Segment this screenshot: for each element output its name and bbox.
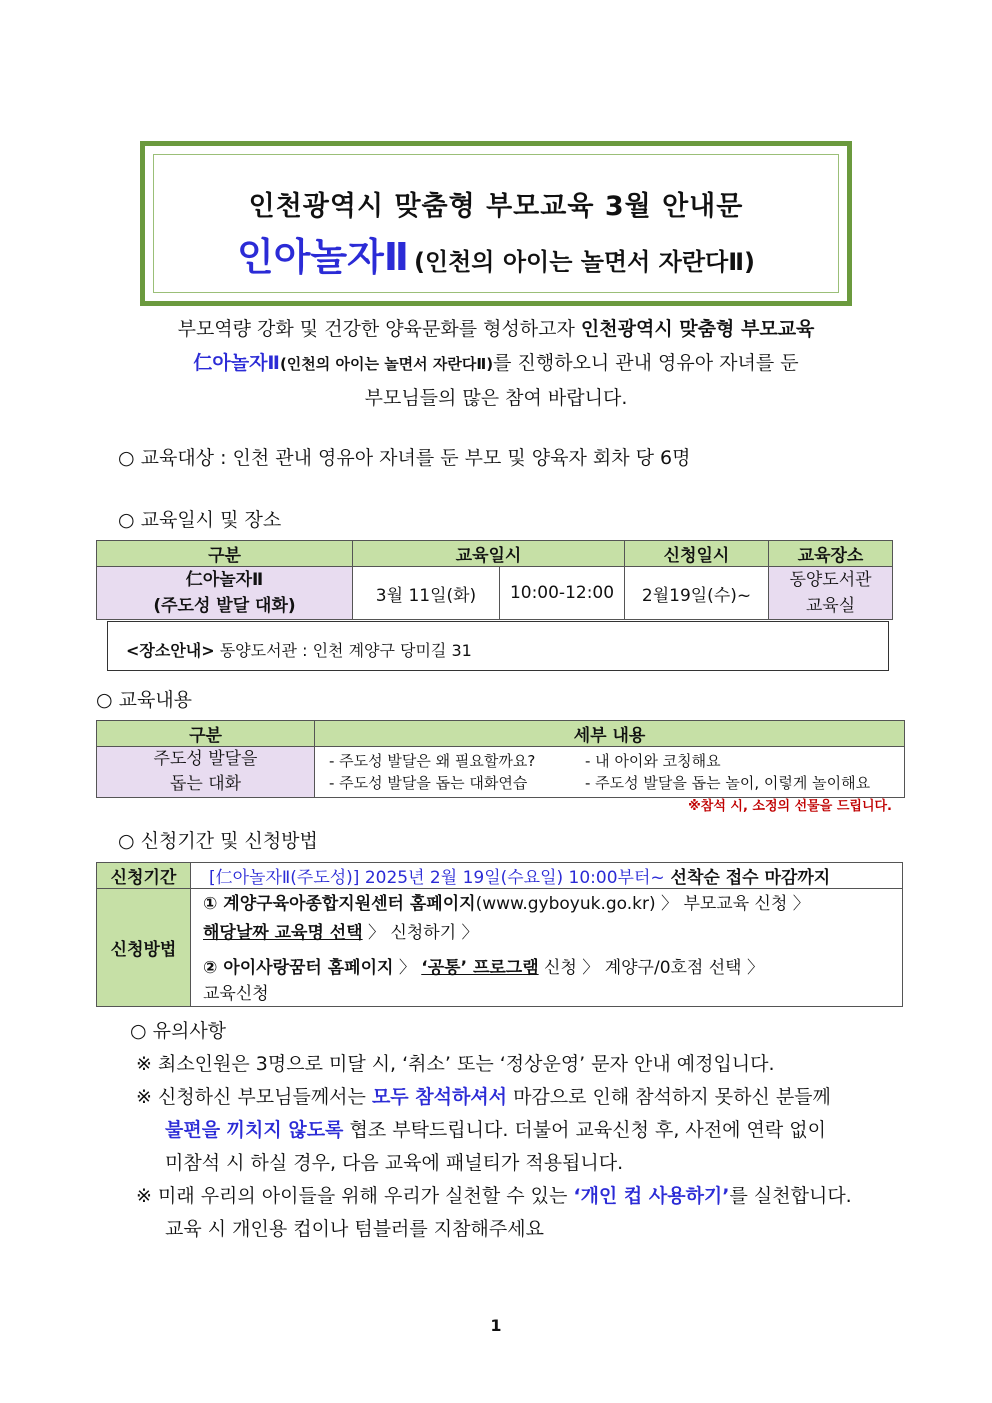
notes-section xyxy=(130,1015,910,1246)
note-2-a: ※ 신청하신 부모님들께서는 xyxy=(136,1086,372,1108)
content-category-line2: 돕는 대화 xyxy=(169,774,242,794)
schedule-header-place: 교육장소 xyxy=(769,541,893,567)
schedule-table xyxy=(96,540,893,620)
schedule-header-apply: 신청일시 xyxy=(625,541,769,567)
content-header-category: 구분 xyxy=(97,721,315,747)
apply-period-label: 신청기간 xyxy=(97,863,191,889)
note-3-a: ※ 미래 우리의 아이들을 위해 우리가 실천할 수 있는 xyxy=(136,1185,574,1207)
apply-period-text: [仁아놀자Ⅱ(주도성)] 2025년 2월 19일(수요일) 10:00부터~ xyxy=(209,868,665,888)
location-notice xyxy=(107,621,889,671)
method-1-site: ① 계양구육아종합지원센터 홈페이지 xyxy=(203,894,476,914)
content-item-1: - 주도성 발달은 왜 필요할까요? xyxy=(329,752,536,770)
method-2-final: 교육신청 xyxy=(203,984,269,1004)
apply-heading: ○ 신청기간 및 신청방법 xyxy=(118,830,318,852)
apply-period xyxy=(191,863,903,889)
gift-note: ※참석 시, 소정의 선물을 드립니다. xyxy=(688,799,892,814)
apply-method xyxy=(191,889,903,1007)
schedule-program-subtitle: (주도성 발달 대화) xyxy=(153,596,296,616)
content-category-line1: 주도성 발달을 xyxy=(153,749,258,769)
intro-text-3: 부모님들의 많은 참여 바랍니다. xyxy=(364,387,628,409)
method-1-step: 〉 부모교육 신청 〉 xyxy=(655,894,810,914)
content-category xyxy=(97,747,315,798)
target-line: ○ 교육대상 : 인천 관내 영유아 자녀를 둔 부모 및 양육자 회차 당 6명 xyxy=(118,447,691,469)
schedule-apply-date: 2월19일(수)~ xyxy=(625,567,769,620)
location-text: 동양도서관 : 인천 계양구 당미길 31 xyxy=(214,641,472,660)
note-2-emph-1: 모두 참석하셔서 xyxy=(371,1086,508,1108)
schedule-program-name: 仁아놀자Ⅱ xyxy=(185,570,264,590)
content-heading: ○ 교육내용 xyxy=(96,689,193,711)
program-title xyxy=(145,226,847,281)
intro-program: 仁아놀자Ⅱ xyxy=(193,352,280,374)
intro-paragraph xyxy=(100,312,892,415)
program-full-name: (인천의 아이는 놀면서 자란다Ⅱ) xyxy=(413,248,755,276)
note-2-emph-2: 불편을 끼치지 않도록 xyxy=(165,1119,344,1141)
method-1-select: 해당날짜 교육명 선택 xyxy=(203,923,363,943)
schedule-place xyxy=(769,567,893,620)
content-detail xyxy=(315,747,905,798)
method-2-site: ② 아이사랑꿈터 홈페이지 xyxy=(203,958,394,978)
method-2-arrow: 〉 xyxy=(393,958,422,978)
notes-heading: ○ 유의사항 xyxy=(130,1020,227,1042)
schedule-heading: ○ 교육일시 및 장소 xyxy=(118,509,282,531)
method-1-url[interactable]: (www.gyboyuk.go.kr) xyxy=(475,894,656,914)
apply-period-bold: 선착순 접수 마감까지 xyxy=(664,868,831,888)
intro-text-2: 를 진행하오니 관내 영유아 자녀를 둔 xyxy=(493,352,799,374)
intro-program-full: (인천의 아이는 놀면서 자란다Ⅱ) xyxy=(279,355,494,373)
location-label: <장소안내> xyxy=(126,641,215,660)
apply-method-label: 신청방법 xyxy=(97,889,191,1007)
schedule-date: 3월 11일(화) xyxy=(353,567,500,620)
schedule-place-line2: 교육실 xyxy=(805,596,856,616)
page-number: 1 xyxy=(490,1316,502,1335)
schedule-program-cell xyxy=(97,567,353,620)
schedule-time: 10:00-12:00 xyxy=(500,567,625,620)
program-name: 인아놀자Ⅱ xyxy=(237,235,409,279)
intro-text-1: 부모역량 강화 및 건강한 양육문화를 형성하고자 xyxy=(177,318,581,340)
title-box xyxy=(140,141,852,306)
schedule-header-category: 구분 xyxy=(97,541,353,567)
note-3-d: 교육 시 개인용 컵이나 텀블러를 지참해주세요 xyxy=(165,1218,544,1240)
content-item-2: - 내 아이와 코칭해요 xyxy=(585,752,721,770)
intro-bold-1: 인천광역시 맞춤형 부모교육 xyxy=(580,318,815,340)
note-1: ※ 최소인원은 3명으로 미달 시, ‘취소’ 또는 ‘정상운영’ 문자 안내 예정입니다. xyxy=(136,1053,775,1075)
content-header-detail: 세부 내용 xyxy=(315,721,905,747)
content-table xyxy=(96,720,905,798)
note-3-emph: ‘개인 컵 사용하기’ xyxy=(573,1185,730,1207)
note-2-e: 협조 부탁드립니다. 더불어 교육신청 후, 사전에 연락 없이 xyxy=(343,1119,826,1141)
schedule-place-line1: 동양도서관 xyxy=(789,570,872,590)
note-2-f: 미참석 시 하실 경우, 다음 교육에 패널티가 적용됩니다. xyxy=(165,1152,624,1174)
content-item-4: - 주도성 발달을 돕는 놀이, 이렇게 놀이해요 xyxy=(585,774,871,792)
method-2-program: ‘공통’ 프로그램 xyxy=(421,958,539,978)
schedule-header-datetime: 교육일시 xyxy=(353,541,625,567)
note-2-c: 마감으로 인해 참석하지 못하신 분들께 xyxy=(507,1086,831,1108)
method-1-apply: 〉 신청하기 〉 xyxy=(362,923,479,943)
content-item-3: - 주도성 발달을 돕는 대화연습 xyxy=(329,774,528,792)
method-2-step: 신청 〉 계양구/0호점 선택 〉 xyxy=(538,958,765,978)
note-3-c: 를 실천합니다. xyxy=(729,1185,852,1207)
apply-table xyxy=(96,862,903,1007)
doc-title: 인천광역시 맞춤형 부모교육 3월 안내문 xyxy=(248,191,744,222)
